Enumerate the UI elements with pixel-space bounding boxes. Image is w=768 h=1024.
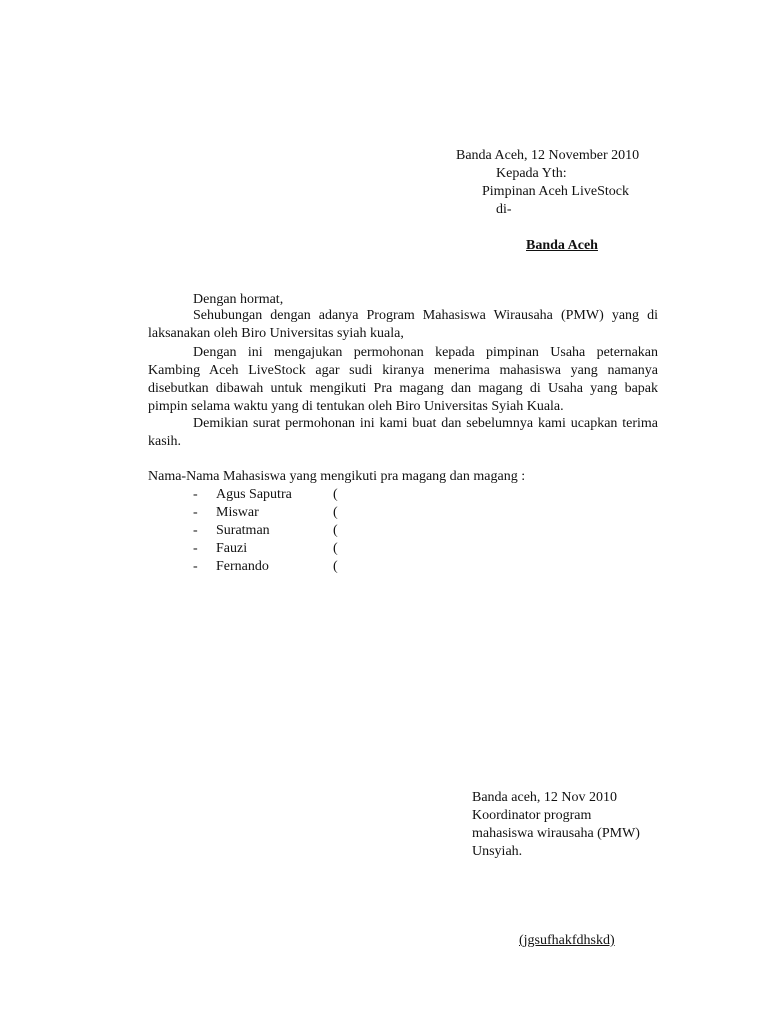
paragraph-1 xyxy=(148,307,658,343)
list-dash: - xyxy=(193,559,198,574)
signature-title-line-2: mahasiswa wirausaha (PMW) xyxy=(472,826,640,841)
signature-title-line-3: Unsyiah. xyxy=(472,844,523,859)
student-paren: ( xyxy=(333,487,338,502)
student-name: Miswar xyxy=(216,505,259,520)
list-dash: - xyxy=(193,541,198,556)
list-intro: Nama-Nama Mahasiswa yang mengikuti pra magang dan magang : xyxy=(148,469,526,484)
paragraph-3-text: Demikian surat permohonan ini kami buat dan sebelumnya kami ucapkan terima kasih. xyxy=(148,416,658,449)
paragraph-2-text: Dengan ini mengajukan permohonan kepada pimpinan Usaha peternakan Kambing Aceh LiveStock agar sudi kiranya menerima mahasiswa yang namanya disebutkan dibawah untuk mengikuti Pra magang dan magang di Usaha yang bapak pimpin selama waktu yang di tentukan oleh Biro Universitas Syiah Kuala. xyxy=(148,345,658,414)
paragraph-1-text: Sehubungan dengan adanya Program Mahasiswa Wirausaha (PMW) yang di laksanakan oleh Biro Universitas syiah kuala, xyxy=(148,308,658,341)
header-kepada: Kepada Yth: xyxy=(496,166,567,181)
list-dash: - xyxy=(193,487,198,502)
header-date-place: Banda Aceh, 12 November 2010 xyxy=(456,148,640,163)
list-dash: - xyxy=(193,523,198,538)
signature-name: (jgsufhakfdhskd) xyxy=(519,933,615,948)
list-item xyxy=(0,540,400,558)
student-paren: ( xyxy=(333,505,338,520)
list-item xyxy=(0,558,400,576)
student-name: Fernando xyxy=(216,559,269,574)
header-recipient: Pimpinan Aceh LiveStock xyxy=(482,184,629,199)
student-name: Agus Saputra xyxy=(216,487,292,502)
list-item xyxy=(0,486,400,504)
header-di: di- xyxy=(496,202,512,217)
signature-date-place: Banda aceh, 12 Nov 2010 xyxy=(472,790,618,805)
student-name: Fauzi xyxy=(216,541,248,556)
paragraph-2 xyxy=(148,344,658,416)
signature-title-line-1: Koordinator program xyxy=(472,808,592,823)
student-paren: ( xyxy=(333,559,338,574)
list-item xyxy=(0,504,400,522)
list-dash: - xyxy=(193,505,198,520)
paragraph-3 xyxy=(148,415,658,451)
header-city: Banda Aceh xyxy=(526,238,598,253)
student-paren: ( xyxy=(333,541,338,556)
student-paren: ( xyxy=(333,523,338,538)
list-item xyxy=(0,522,400,540)
greeting: Dengan hormat, xyxy=(193,292,284,307)
student-name: Suratman xyxy=(216,523,270,538)
